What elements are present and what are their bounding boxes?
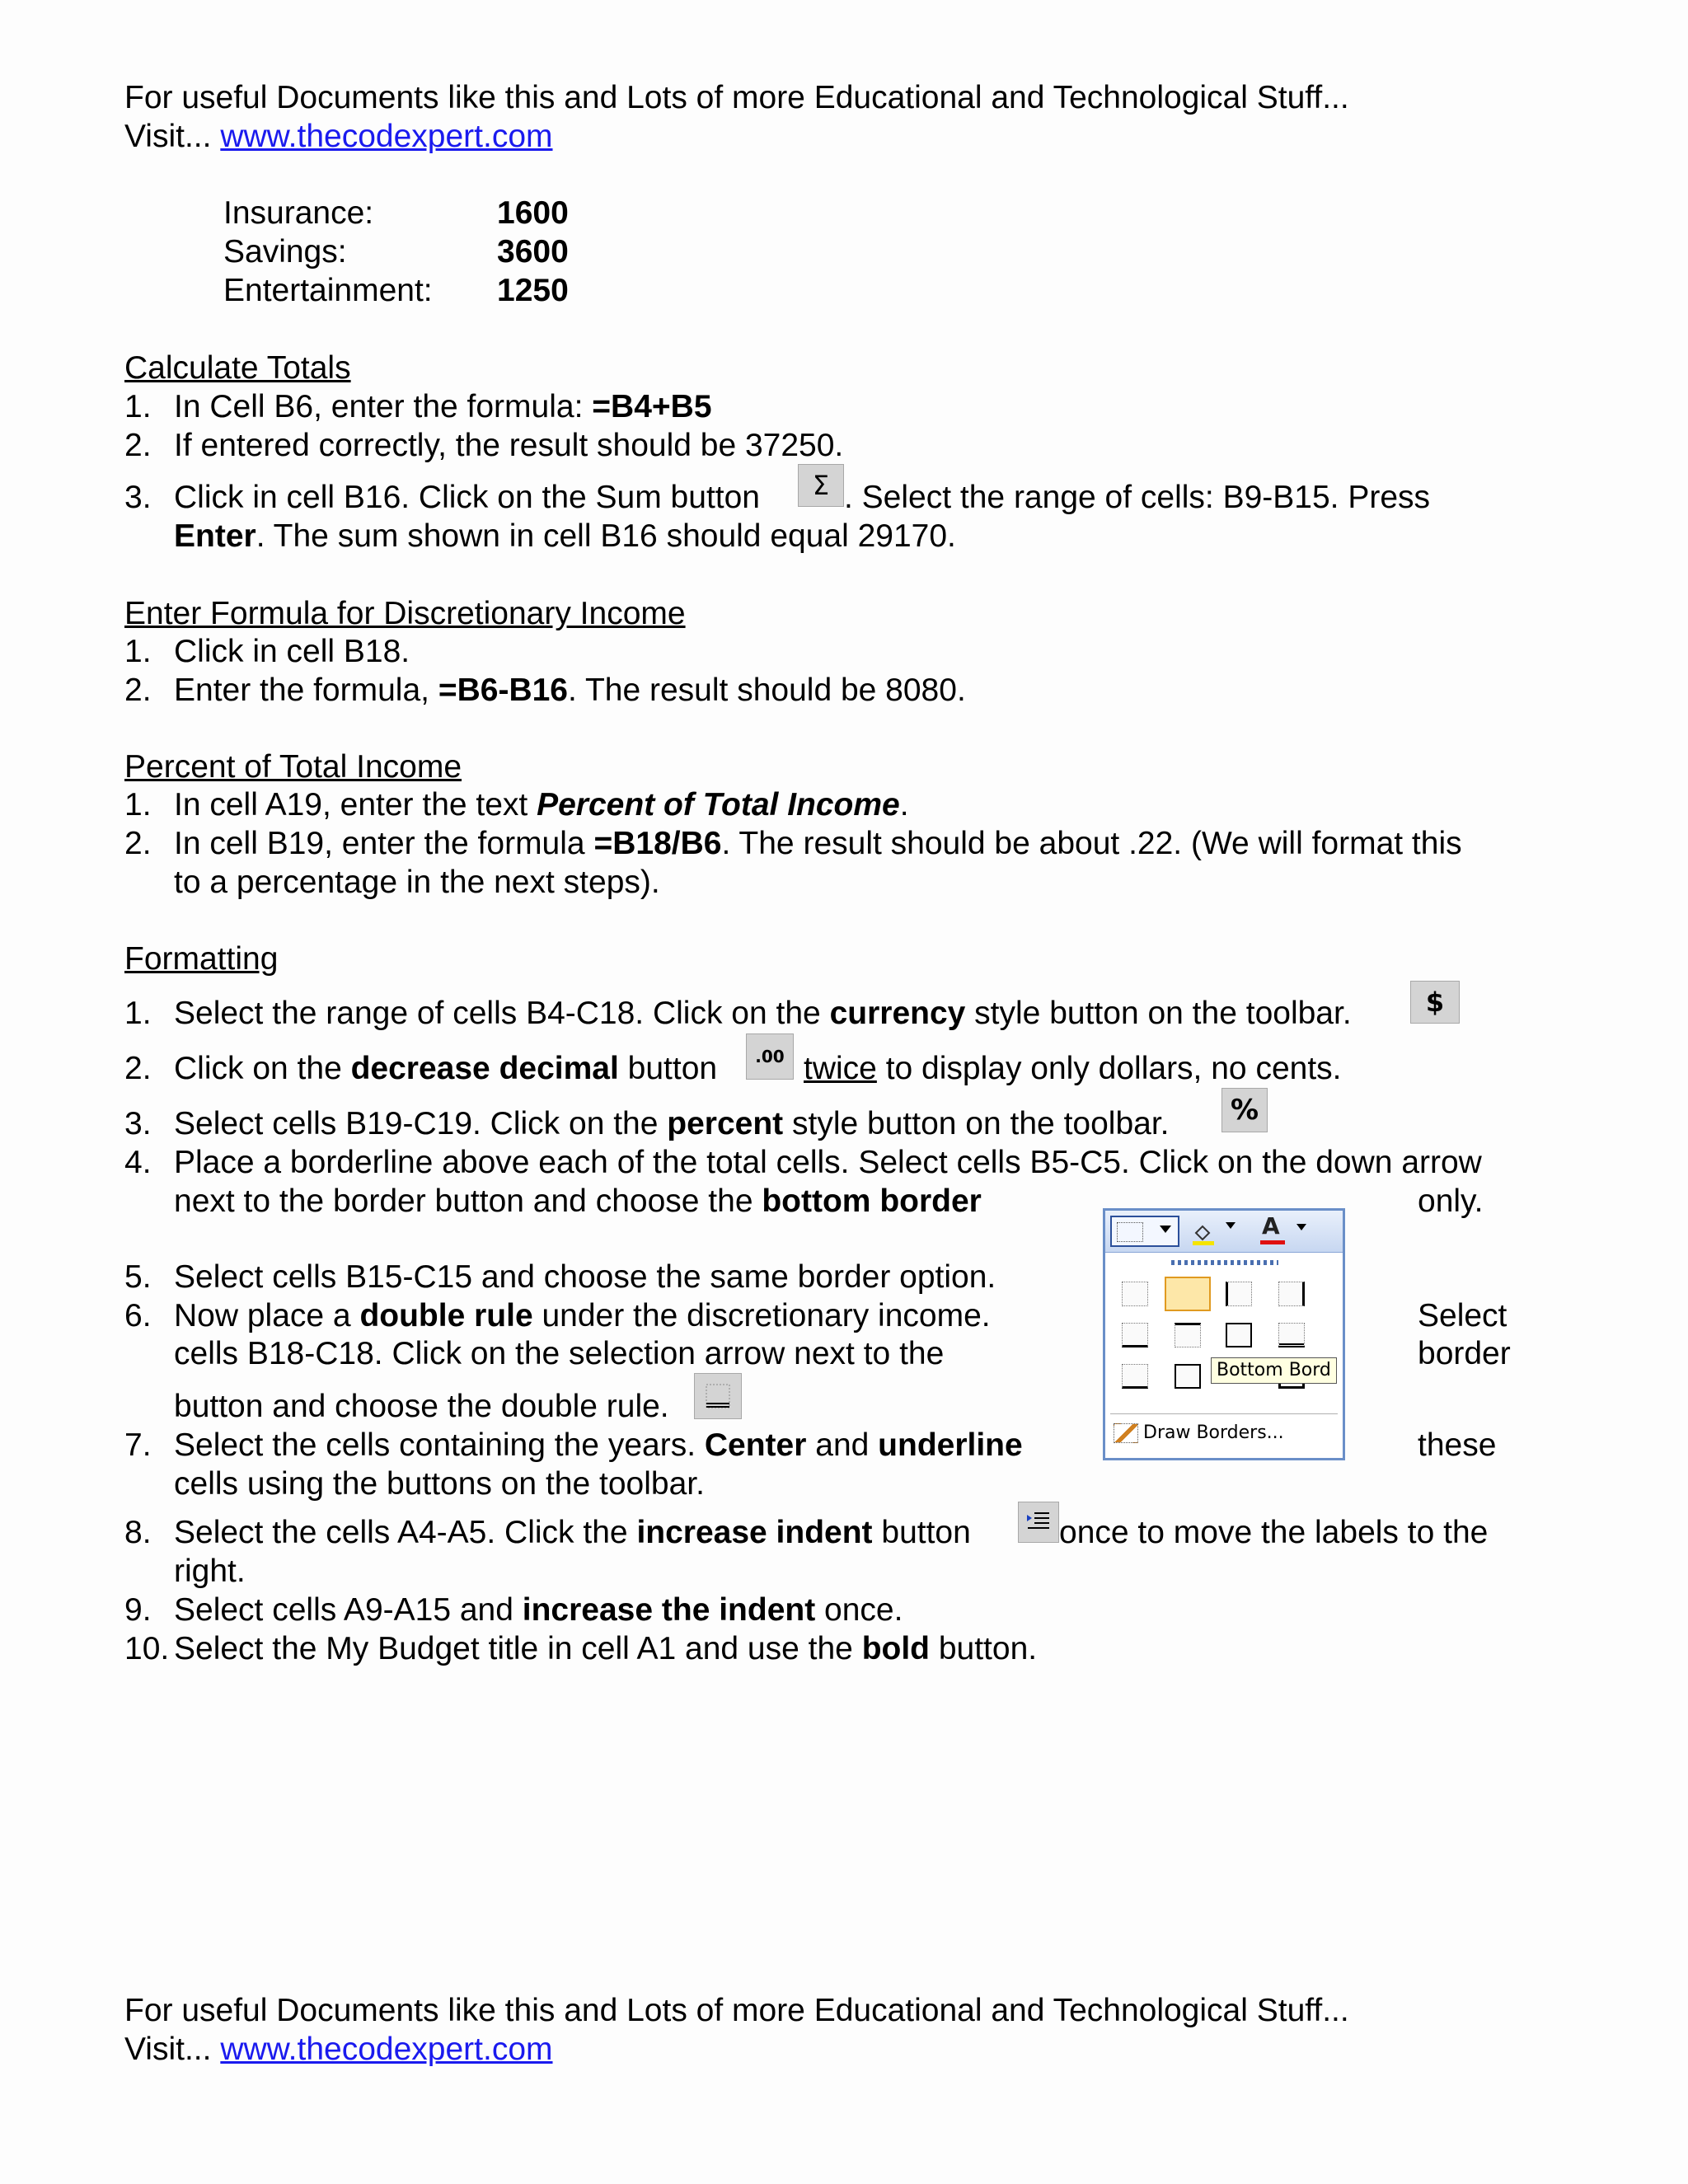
heading-formatting: Formatting <box>124 941 279 977</box>
border-option[interactable] <box>1122 1282 1148 1306</box>
header-link[interactable]: www.thecodexpert.com <box>220 119 553 154</box>
step-number: 5. <box>124 1259 152 1295</box>
currency-icon: $ <box>1410 981 1460 1024</box>
border-option[interactable] <box>1175 1364 1201 1389</box>
step-text: Enter. The sum shown in cell B16 should equal 29170. <box>174 518 956 554</box>
budget-value-insurance: 1600 <box>497 195 569 231</box>
footer-link[interactable]: www.thecodexpert.com <box>220 2032 553 2067</box>
tooltip: Bottom Bord <box>1211 1357 1337 1384</box>
decrease-decimal-icon: .00 <box>746 1033 794 1080</box>
step-text: Place a borderline above each of the total cells. Select cells B5-C5. Click on the down arrow <box>174 1145 1482 1180</box>
step-number: 1. <box>124 389 152 424</box>
step-text: next to the border button and choose the bottom border <box>174 1183 982 1219</box>
step-text: Select the range of cells B4-C18. Click on the currency style button on the toolbar. <box>174 996 1352 1031</box>
step-text: to a percentage in the next steps). <box>174 865 660 900</box>
step-number: 4. <box>124 1145 152 1180</box>
font-color-swatch <box>1260 1240 1285 1244</box>
fill-color-icon <box>1191 1221 1216 1246</box>
step-text: once to move the labels to the <box>1059 1515 1489 1550</box>
step-text: Select cells A9-A15 and increase the indent once. <box>174 1592 903 1628</box>
step-number: 3. <box>124 480 152 515</box>
step-text: If entered correctly, the result should be 37250. <box>174 428 844 463</box>
border-dropdown-screenshot <box>1103 1208 1345 1460</box>
borders-icon <box>1117 1222 1143 1242</box>
step-text: Select the My Budget title in cell A1 and use the bold button. <box>174 1631 1038 1666</box>
fill-color-icon[interactable] <box>1191 1217 1216 1242</box>
step-number: 1. <box>124 787 152 823</box>
drag-grip[interactable] <box>1171 1260 1278 1265</box>
step-text: cells using the buttons on the toolbar. <box>174 1466 705 1502</box>
percent-icon: % <box>1221 1088 1268 1132</box>
double-rule-border-icon <box>694 1373 742 1419</box>
increase-indent-icon <box>1018 1502 1059 1543</box>
step-text: these <box>1418 1427 1497 1463</box>
step-text: In cell A19, enter the text Percent of Total Income. <box>174 787 909 823</box>
step-text: only. <box>1418 1183 1484 1219</box>
step-number: 1. <box>124 634 152 669</box>
budget-label-savings: Savings: <box>223 234 347 269</box>
step-text: Select cells B15-C15 and choose the same border option. <box>174 1259 996 1295</box>
border-option[interactable] <box>1175 1323 1201 1347</box>
step-text: . Select the range of cells: B9-B15. Press <box>844 480 1431 515</box>
border-option[interactable] <box>1226 1323 1252 1347</box>
step-text: Click on the decrease decimal button <box>174 1051 718 1086</box>
step-text: Select the cells A4-A5. Click the increase indent button <box>174 1515 971 1550</box>
header-visit: Visit... www.thecodexpert.com <box>124 119 553 154</box>
budget-value-savings: 3600 <box>497 234 569 269</box>
borders-button[interactable] <box>1110 1216 1179 1247</box>
border-option[interactable] <box>1122 1323 1148 1347</box>
step-number: 9. <box>124 1592 152 1628</box>
step-number: 2. <box>124 673 152 708</box>
chevron-down-icon[interactable] <box>1296 1224 1306 1230</box>
step-number: 1. <box>124 996 152 1031</box>
step-text: Select cells B19-C19. Click on the percent style button on the toolbar. <box>174 1106 1170 1141</box>
step-number: 2. <box>124 826 152 861</box>
step-text: button and choose the double rule. <box>174 1389 669 1424</box>
heading-percent-total-income: Percent of Total Income <box>124 749 462 785</box>
sum-icon: Σ <box>798 464 844 507</box>
step-text: Select <box>1418 1298 1507 1333</box>
step-number: 2. <box>124 1051 152 1086</box>
chevron-down-icon[interactable] <box>1226 1222 1236 1229</box>
step-text: twice to display only dollars, no cents. <box>804 1051 1342 1086</box>
step-text: Click in cell B18. <box>174 634 410 669</box>
step-number: 7. <box>124 1427 152 1463</box>
step-text: In Cell B6, enter the formula: =B4+B5 <box>174 389 712 424</box>
font-color-icon[interactable]: A <box>1262 1212 1280 1240</box>
step-number: 6. <box>124 1298 152 1333</box>
step-text: Now place a double rule under the discretionary income. <box>174 1298 991 1333</box>
separator <box>1110 1413 1338 1414</box>
footer-visit: Visit... www.thecodexpert.com <box>124 2032 553 2067</box>
border-option[interactable] <box>1278 1282 1305 1306</box>
double-rule-border-icon <box>703 1381 733 1411</box>
step-text: Click in cell B16. Click on the Sum button <box>174 480 760 515</box>
chevron-down-icon[interactable] <box>1160 1226 1171 1233</box>
border-option[interactable] <box>1122 1364 1148 1389</box>
heading-calculate-totals: Calculate Totals <box>124 350 351 386</box>
draw-borders-menu-item[interactable]: Draw Borders... <box>1114 1422 1284 1445</box>
step-text: Select the cells containing the years. Center and underline <box>174 1427 1023 1463</box>
step-text: Enter the formula, =B6-B16. The result should be 8080. <box>174 673 966 708</box>
budget-label-entertainment: Entertainment: <box>223 273 433 308</box>
toolbar-strip <box>1105 1211 1343 1253</box>
budget-value-entertainment: 1250 <box>497 273 569 308</box>
step-number: 3. <box>124 1106 152 1141</box>
step-text: border <box>1418 1336 1511 1371</box>
increase-indent-icon <box>1025 1508 1053 1536</box>
heading-discretionary-income: Enter Formula for Discretionary Income <box>124 596 686 631</box>
border-option[interactable] <box>1278 1323 1305 1347</box>
step-number: 10. <box>124 1631 170 1666</box>
pencil-icon <box>1114 1423 1138 1443</box>
step-text: cells B18-C18. Click on the selection arrow next to the <box>174 1336 945 1371</box>
step-number: 2. <box>124 428 152 463</box>
footer-text: For useful Documents like this and Lots of more Educational and Technological Stuff... <box>124 1993 1349 2028</box>
border-option[interactable] <box>1226 1282 1252 1306</box>
step-number: 8. <box>124 1515 152 1550</box>
budget-label-insurance: Insurance: <box>223 195 374 231</box>
border-option-selected[interactable] <box>1165 1277 1211 1311</box>
step-text: right. <box>174 1554 246 1589</box>
header-text: For useful Documents like this and Lots of more Educational and Technological Stuff... <box>124 80 1349 115</box>
step-text: In cell B19, enter the formula =B18/B6. The result should be about .22. (We will format this <box>174 826 1462 861</box>
